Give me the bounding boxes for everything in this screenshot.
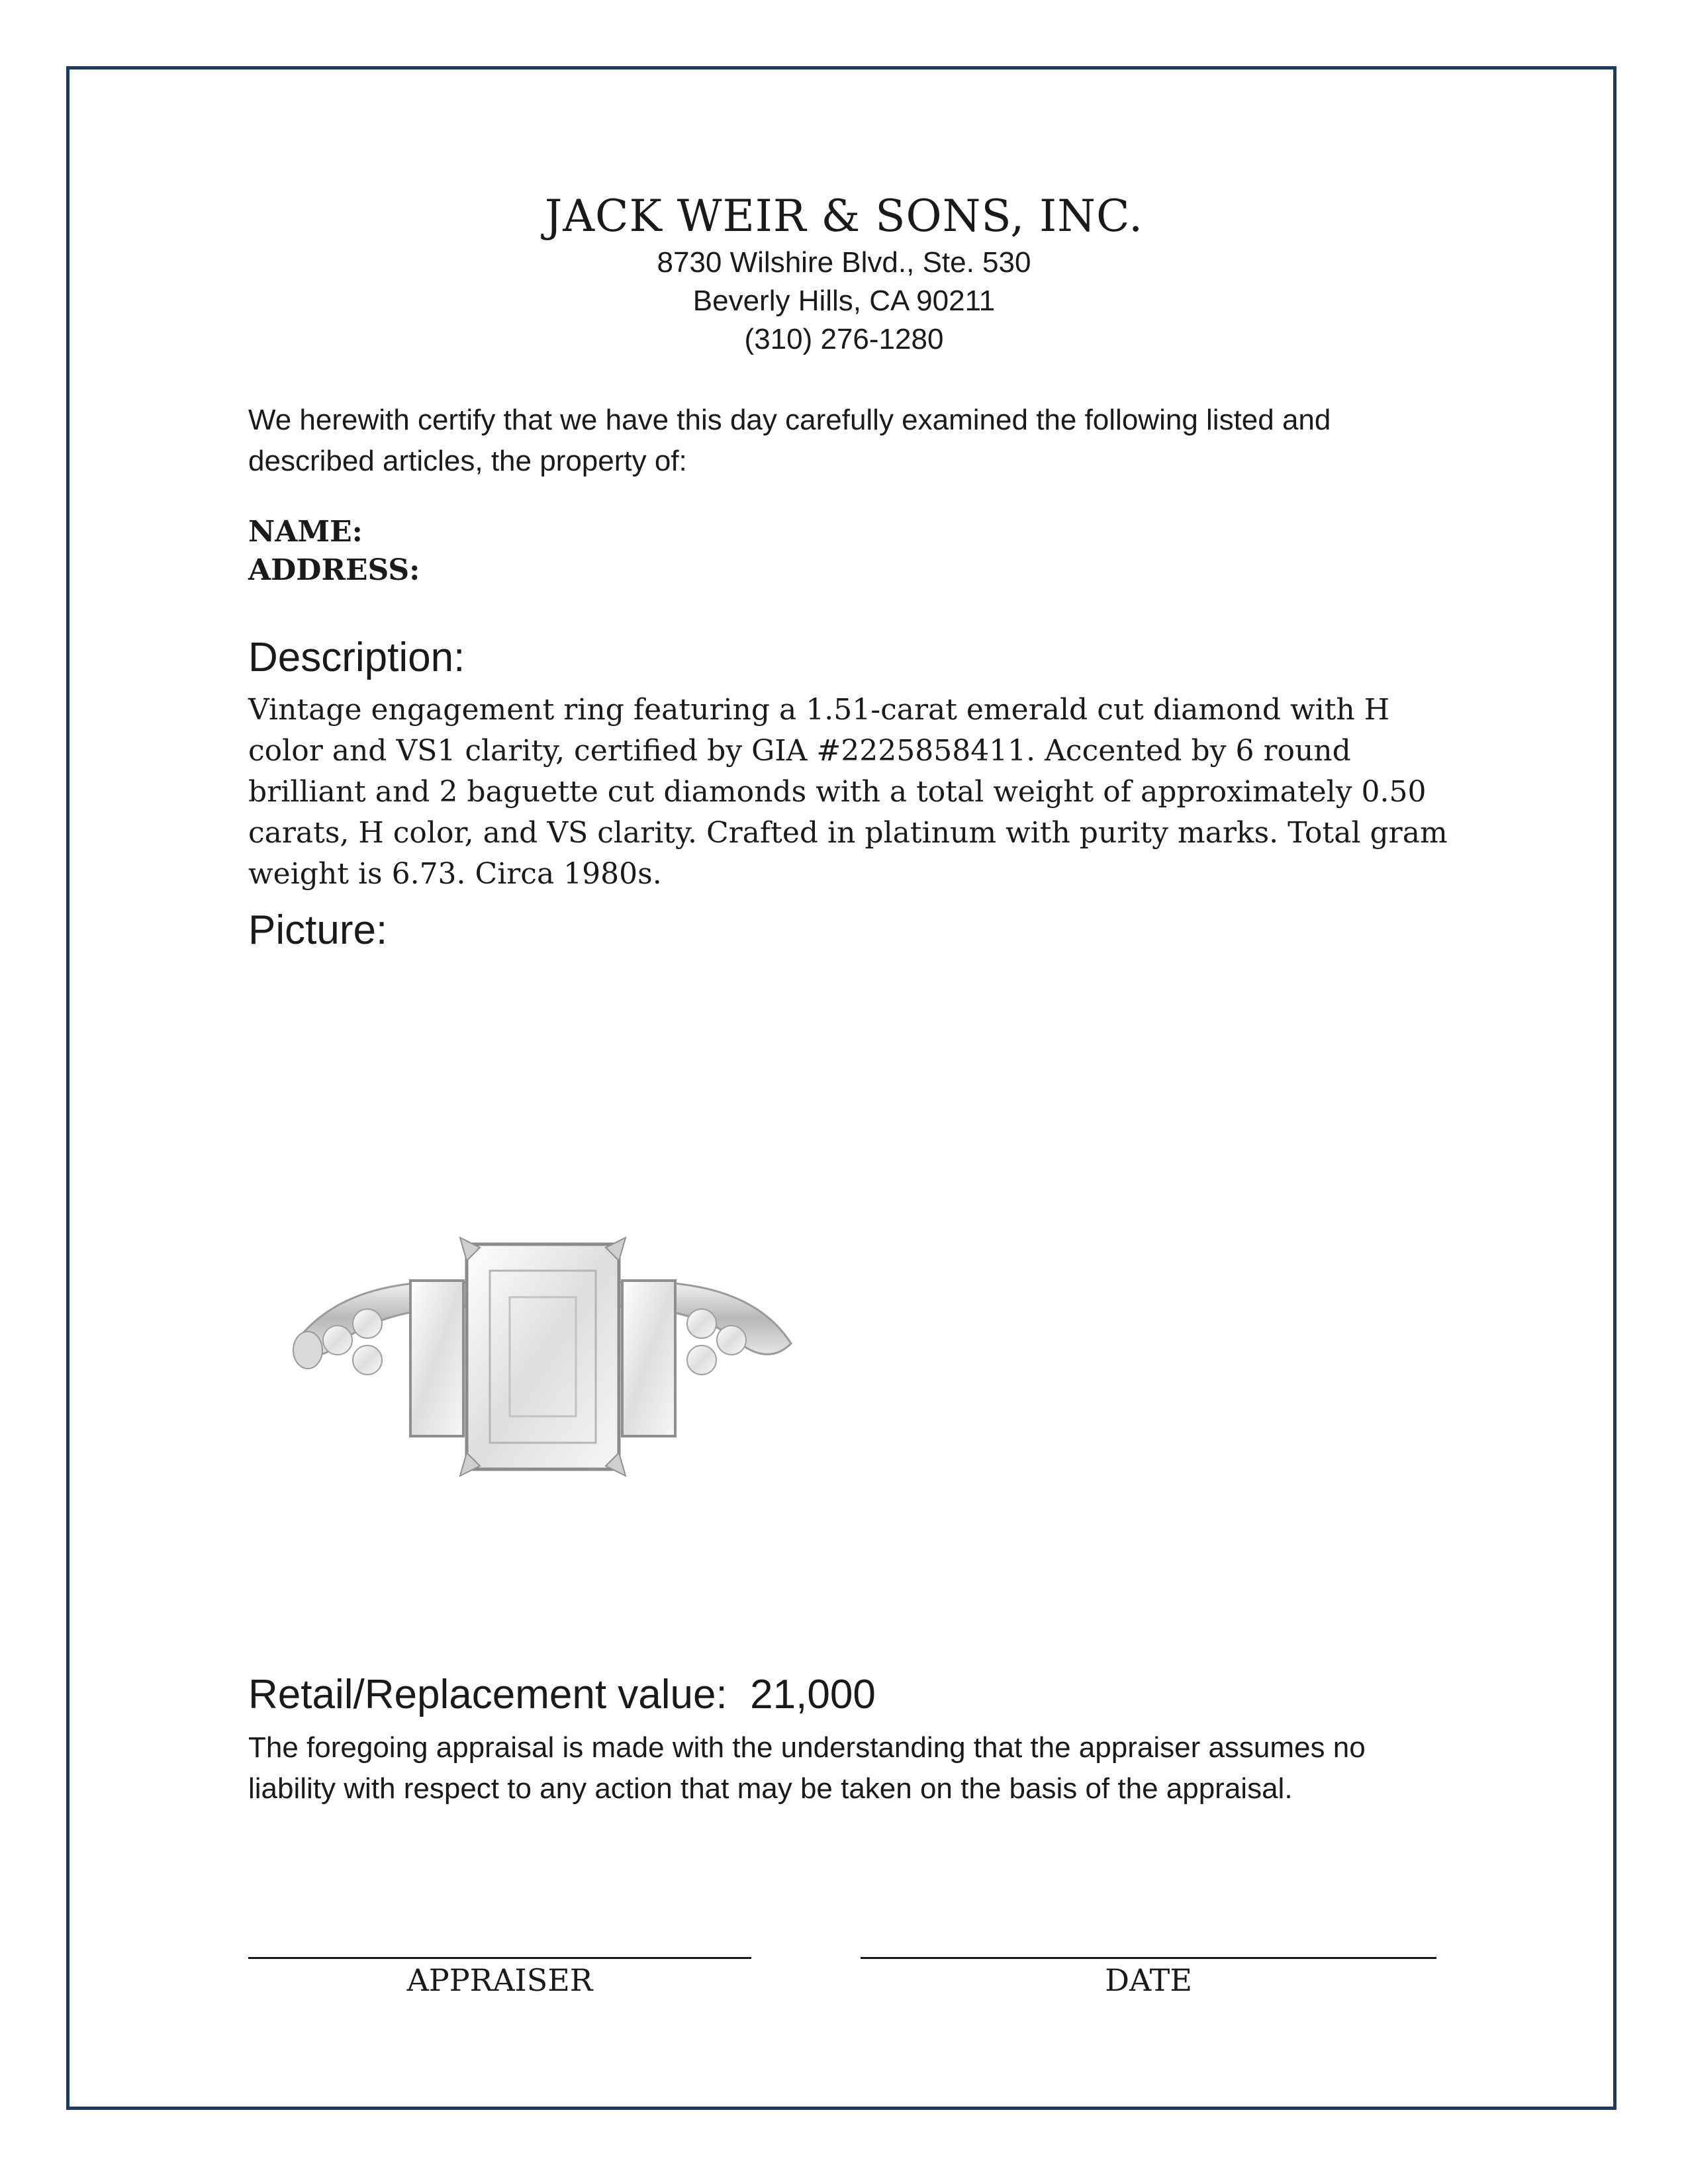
picture-heading: Picture: [248,907,388,953]
appraiser-label: APPRAISER [406,1962,593,1998]
appraiser-signature-line [248,1957,751,1959]
certification-statement: We herewith certify that we have this day carefully examined the following listed and described articles, the property of: [248,404,1331,477]
company-address-line2: Beverly Hills, CA 90211 [692,285,996,317]
date-label: DATE [1105,1962,1192,1998]
company-address-line1: 8730 Wilshire Blvd., Ste. 530 [657,246,1031,279]
address-label: ADDRESS: [248,553,420,587]
diamond-ring-photo [268,1231,818,1496]
company-phone: (310) 276-1280 [744,323,944,355]
date-signature-line [861,1957,1436,1959]
description-text: Vintage engagement ring featuring a 1.51-carat emerald cut diamond with H color and VS1 clarity, certified by GIA #2225858411. Accented by 6 round brilliant and 2 baguette cut diamonds with a total weight of approximately 0.50 carats, H color, and VS clarity. Crafted in platinum with purity marks. Total gram weight is 6.73. Circa 1980s. [248,693,1448,891]
company-name: JACK WEIR & SONS, INC. [544,191,1144,242]
description-heading: Description: [248,635,465,680]
value-row [248,1671,1453,1718]
disclaimer-text: The foregoing appraisal is made with the understanding that the appraiser assumes no liability with respect to any action that may be taken on the basis of the appraisal. [248,1731,1366,1805]
name-label: NAME: [248,515,363,549]
value-label: Retail/Replacement value: [248,1672,727,1717]
value-amount: 21,000 [750,1672,876,1717]
